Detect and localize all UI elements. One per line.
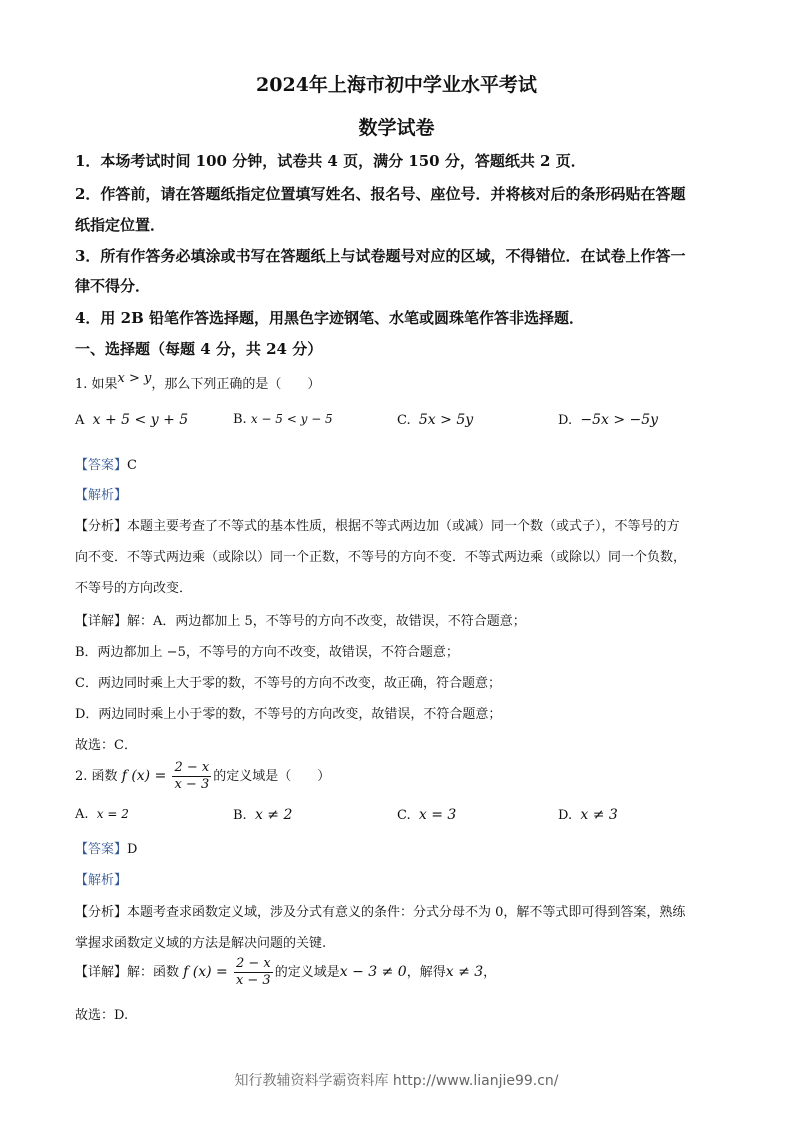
question-2-stem [75,760,330,793]
option-label: D. [558,808,573,823]
q2-detail-end: ， [483,965,497,980]
option-math: x = 2 [96,807,129,821]
q1-detail-line: D．两边同时乘上小于零的数，不等号的方向改变，故错误，不符合题意； [75,707,502,722]
option-math: x ≠ 2 [254,807,293,823]
answer-value: D [127,842,138,857]
option-label: B. [233,808,247,823]
fraction-denominator: x − 3 [235,973,271,988]
option-label: B. [233,412,247,427]
q1-option-a [75,412,188,428]
q1-conclusion: 故选：C． [75,738,137,753]
q2-detail-fraction [234,956,273,989]
q2-option-b [233,807,292,823]
notice-line: 2．作答前，请在答题纸指定位置填写姓名、报名号、座位号．并将核对后的条形码贴在答题 [75,185,686,203]
notice-line: 4．用 2B 铅笔作答选择题，用黑色字迹钢笔、水笔或圆珠笔作答非选择题． [75,309,584,327]
q2-answer [75,838,137,857]
question-1-stem [75,373,320,392]
q2-detail-condition: x − 3 ≠ 0 [339,964,407,980]
q2-fraction [172,760,211,793]
notice-line: 纸指定位置． [75,216,166,234]
option-label: A. [75,807,89,822]
option-label: C. [397,808,411,823]
option-label: A [75,413,85,428]
q2-detail-result: x ≠ 3 [445,964,484,980]
notice-line: 1．本场考试时间 100 分钟，试卷共 4 页，满分 150 分，答题纸共 2 页． [75,152,586,170]
q2-option-c [397,807,456,823]
q2-detail-prefix: 【详解】解：函数 [75,965,180,980]
notice-line: 3．所有作答务必填涂或书写在答题纸上与试卷题号对应的区域，不得错位．在试卷上作答一 [75,247,686,265]
q2-detail-sep: ，解得 [406,965,446,980]
fraction-numerator: 2 − x [174,760,210,775]
q2-function: f (x) = [121,768,167,784]
section-heading: 一、选择题（每题 4 分，共 24 分） [75,340,323,358]
fraction-numerator: 2 − x [235,956,271,971]
fraction-denominator: x − 3 [174,777,210,792]
q1-analysis-line: 不等号的方向改变． [75,581,193,596]
q2-option-d [558,807,618,823]
option-math: x = 3 [418,807,457,823]
q1-option-c [397,412,473,428]
q2-analysis-line: 【分析】本题考查求函数定义域，涉及分式有意义的条件：分式分母不为 0，解不等式即可得到答案，熟练 [75,905,686,920]
q1-analysis-line: 向不变．不等式两边乘（或除以）同一个正数，不等号的方向不变．不等式两边乘（或除以）同一个负数， [75,550,687,565]
q1-detail-line: 【详解】解：A．两边都加上 5，不等号的方向不改变，故错误，不符合题意； [75,614,526,629]
q1-option-d [558,412,658,428]
footer-watermark: 知行教辅资料学霸资料库 http://www.lianjie99.cn/ [234,1073,559,1089]
q2-suffix: 的定义域是（ ） [213,769,331,784]
q2-analysis-tag: 【解析】 [75,873,128,888]
answer-tag: 【答案】 [75,842,128,857]
notice-line: 律不得分． [75,277,151,295]
q1-analysis-tag: 【解析】 [75,488,128,503]
q2-detail-mid: 的定义域是 [274,965,340,980]
option-math: x + 5 < y + 5 [92,412,189,428]
option-math: 5x > 5y [418,412,474,428]
q2-conclusion: 故选：D. [75,1008,129,1023]
q1-analysis-line: 【分析】本题主要考查了不等式的基本性质，根据不等式两边加（或减）同一个数（或式子），不等号的方 [75,519,680,534]
option-label: C. [397,413,411,428]
q1-detail-line: B．两边都加上 −5，不等号的方向不改变，故错误，不符合题意； [75,645,459,660]
answer-tag: 【答案】 [75,458,128,473]
q1-suffix: ，那么下列正确的是（ ） [151,377,321,392]
answer-value: C [127,458,137,473]
page-subtitle: 数学试卷 [358,117,435,139]
q2-prefix: 2. 函数 [75,769,118,784]
q2-detail-function: f (x) = [183,964,228,980]
q2-detail [75,956,496,989]
q1-stem-math: x > y [117,371,152,386]
option-label: D. [558,413,573,428]
option-math: x − 5 < y − 5 [250,412,333,426]
q1-answer [75,454,137,473]
page-title: 2024年上海市初中学业水平考试 [256,74,537,96]
q1-prefix: 1. 如果 [75,377,118,392]
q1-detail-line: C．两边同时乘上大于零的数，不等号的方向不改变，故正确，符合题意； [75,676,501,691]
option-math: −5x > −5y [580,412,659,428]
option-math: x ≠ 3 [580,807,618,823]
q2-analysis-line: 掌握求函数定义域的方法是解决问题的关键. [75,936,327,951]
q1-option-b [233,412,333,427]
q2-option-a [75,807,129,822]
